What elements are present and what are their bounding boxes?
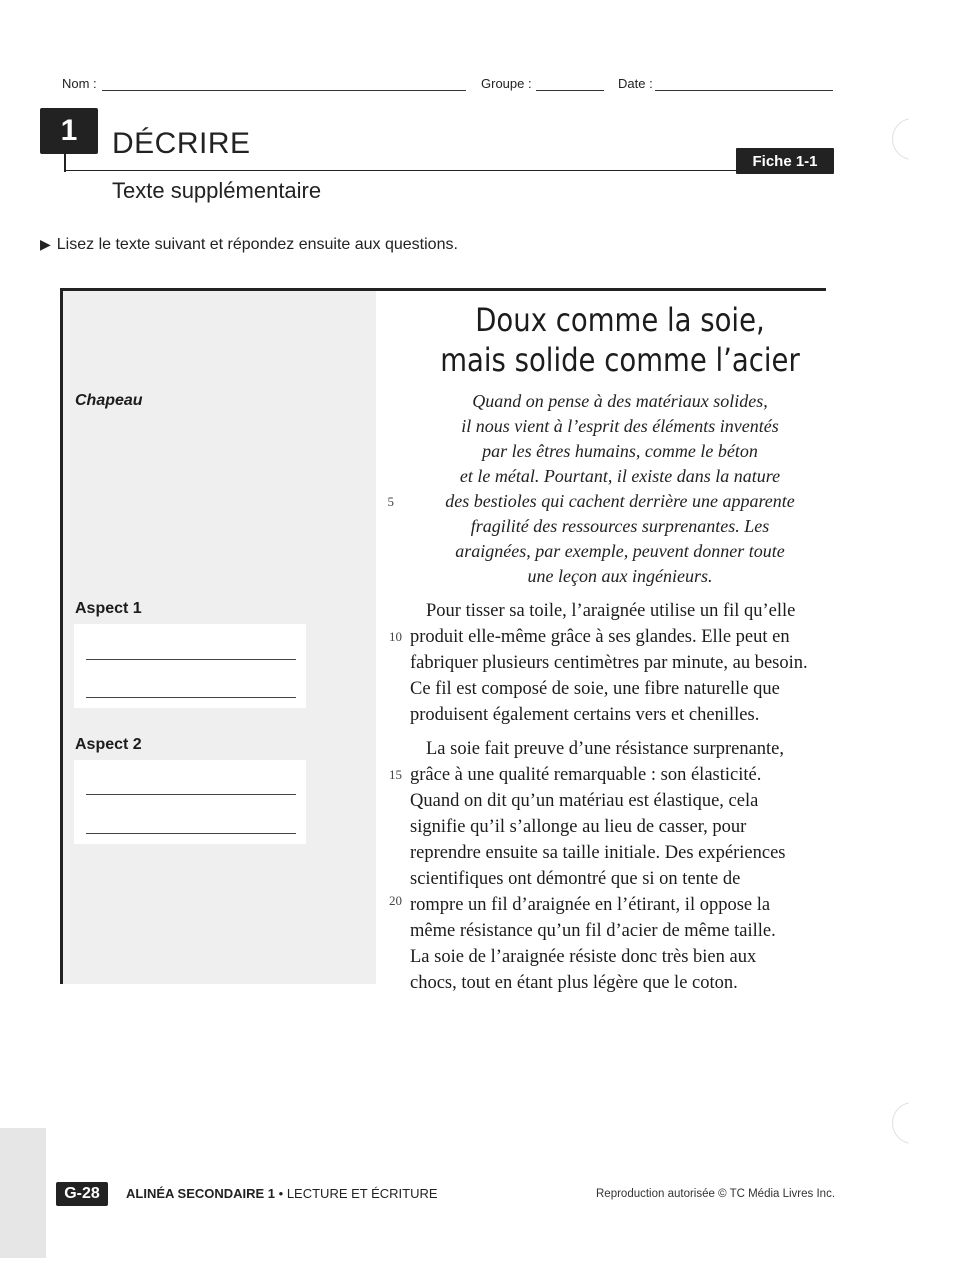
footer-section: • LECTURE ET ÉCRITURE: [275, 1186, 438, 1201]
paragraph-line: produisent également certains vers et chenilles.: [410, 705, 760, 725]
name-label: Nom :: [62, 76, 97, 91]
fiche-tab: Fiche 1-1: [736, 148, 834, 174]
annotation-column-border: [60, 288, 63, 984]
line-number: 15: [389, 767, 402, 782]
line-number: 10: [389, 629, 402, 644]
paragraph-line: Quand on dit qu’un matériau est élastique, cela: [410, 791, 759, 811]
date-label: Date :: [618, 76, 653, 91]
paragraph-line: chocs, tout en étant plus légère que le coton.: [410, 973, 738, 993]
article-title: [431, 300, 809, 380]
article-top-rule: [60, 288, 826, 291]
chapeau-line: fragilité des ressources surprenantes. Les: [470, 516, 770, 536]
page-title: DÉCRIRE: [112, 127, 251, 160]
aspect2-answer-line-1[interactable]: [86, 794, 296, 795]
aspect2-answer-line-2[interactable]: [86, 833, 296, 834]
chapeau-line: Quand on pense à des matériaux solides,: [472, 391, 768, 411]
paragraph-line: La soie de l’araignée résiste donc très bien aux: [410, 947, 757, 967]
paragraph-line: Pour tisser sa toile, l’araignée utilise un fil qu’elle: [426, 601, 796, 621]
line-number: 20: [389, 893, 402, 908]
paragraph-line: Ce fil est composé de soie, une fibre naturelle que: [410, 679, 780, 699]
instruction-text: Lisez le texte suivant et répondez ensuite aux questions.: [56, 236, 458, 253]
binder-hole-mark: [892, 1102, 934, 1144]
paragraph-line: produit elle-même grâce à ses glandes. Elle peut en: [410, 627, 790, 647]
chapeau-line: araignées, par exemple, peuvent donner toute: [455, 541, 785, 561]
paragraph-line: scientifiques ont démontré que si on tente de: [410, 869, 741, 889]
binder-hole-mark: [892, 118, 934, 160]
footer-book-title: [126, 1186, 438, 1201]
paragraph-line: reprendre ensuite sa taille initiale. Des expériences: [410, 843, 786, 863]
footer-rights: Reproduction autorisée © TC Média Livres Inc.: [596, 1188, 836, 1200]
group-field[interactable]: [536, 90, 604, 91]
aspect1-answer-box[interactable]: [74, 624, 306, 708]
footer-shade: [0, 1128, 46, 1258]
title-rule: [64, 170, 736, 171]
page-subtitle: Texte supplémentaire: [112, 178, 322, 203]
paragraph-line: rompre un fil d’araignée en l’étirant, il oppose la: [410, 895, 771, 915]
group-label: Groupe :: [481, 76, 532, 91]
article-title-line: mais solide comme l’acier: [440, 341, 800, 379]
arrow-right-icon: ▶: [40, 236, 51, 252]
chapeau-label: Chapeau: [75, 392, 143, 409]
paragraph-line: grâce à une qualité remarquable : son élasticité.: [410, 765, 762, 785]
name-field[interactable]: [102, 90, 466, 91]
article-title-line: Doux comme la soie,: [475, 301, 765, 339]
chapeau-line: des bestioles qui cachent derrière une apparente: [445, 491, 795, 511]
title-rule-vertical: [64, 150, 66, 172]
date-field[interactable]: [655, 90, 833, 91]
aspect1-answer-line-1[interactable]: [86, 659, 296, 660]
footer-book-name: ALINÉA SECONDAIRE 1: [126, 1186, 276, 1201]
line-number: 5: [387, 494, 394, 509]
aspect2-label: Aspect 2: [75, 736, 142, 753]
aspect1-answer-line-2[interactable]: [86, 697, 296, 698]
paragraph-line: même résistance qu’un fil d’acier de même taille.: [410, 921, 776, 941]
aspect1-label: Aspect 1: [75, 600, 142, 617]
chapeau-line: une leçon aux ingénieurs.: [527, 566, 713, 586]
paragraph-line: fabriquer plusieurs centimètres par minute, au besoin.: [410, 653, 808, 673]
page-number-badge: G-28: [56, 1182, 108, 1206]
chapeau-line: et le métal. Pourtant, il existe dans la nature: [459, 466, 781, 486]
chapeau-line: par les êtres humains, comme le béton: [482, 441, 758, 461]
aspect2-answer-box[interactable]: [74, 760, 306, 844]
paragraph-line: signifie qu’il s’allonge au lieu de casser, pour: [410, 817, 747, 837]
paragraph-line: La soie fait preuve d’une résistance surprenante,: [426, 739, 785, 759]
instruction: [40, 236, 458, 254]
chapeau-line: il nous vient à l’esprit des éléments inventés: [461, 416, 779, 436]
unit-number-badge: 1: [40, 108, 98, 154]
